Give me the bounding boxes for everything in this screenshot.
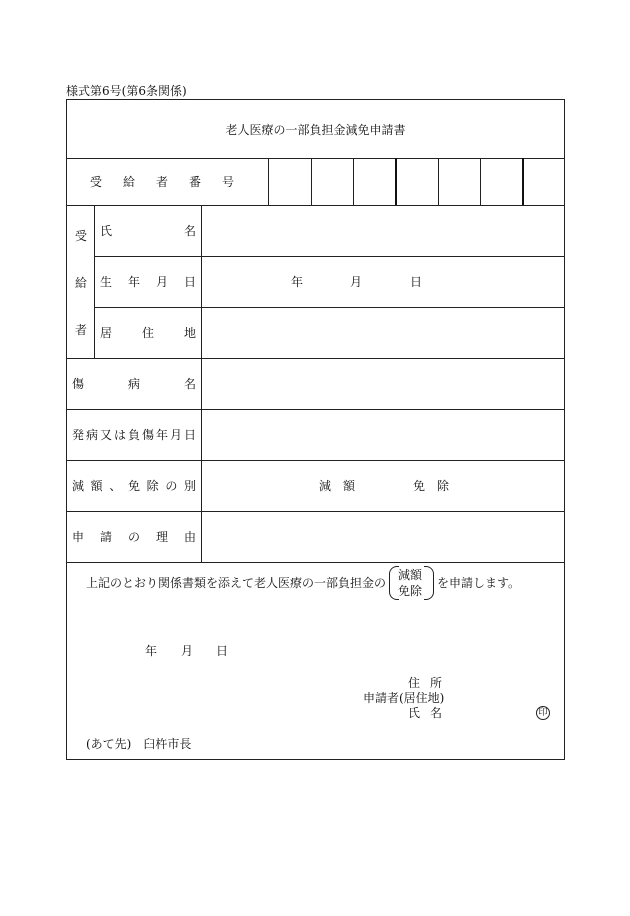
date-month: 月	[181, 644, 194, 658]
recipient-number-boxes[interactable]	[269, 159, 564, 205]
rule	[94, 205, 95, 358]
type-option-reduction[interactable]: 減額	[319, 479, 368, 493]
statement-option-exemption: 免除	[398, 584, 423, 598]
reason-label: 申請の理由	[72, 530, 196, 544]
statement-suffix: を申請します。	[437, 576, 521, 590]
birthdate-field[interactable]	[202, 257, 564, 307]
onset-date-field[interactable]	[202, 410, 564, 460]
recipient-label-char: 者	[75, 323, 88, 337]
form-number: 様式第6号(第6条関係)	[66, 84, 187, 98]
applicant-label: 申請者(居住地)	[363, 691, 445, 705]
addressee: (あて先) 臼杵市長	[86, 737, 192, 751]
option-bracket-right	[424, 566, 434, 600]
address-label: 居住地	[100, 326, 196, 340]
recipient-number-label: 受給者番号	[90, 175, 256, 189]
address-field[interactable]	[202, 308, 564, 358]
birthdate-label: 生年月日	[100, 275, 196, 289]
name-label: 氏名	[100, 224, 196, 238]
onset-date-label: 発病又は負傷年月日	[72, 428, 196, 442]
birthdate-year: 年	[291, 275, 304, 289]
date-day: 日	[216, 644, 229, 658]
statement-option-reduction: 減額	[398, 568, 423, 582]
disease-field[interactable]	[202, 359, 564, 409]
recipient-label-char: 給	[75, 276, 88, 290]
type-option-exemption[interactable]: 免除	[413, 479, 462, 493]
recipient-label-char: 受	[75, 229, 88, 243]
disease-label: 傷病名	[72, 377, 196, 391]
rule	[66, 460, 565, 461]
birthdate-day: 日	[410, 275, 423, 289]
applicant-address-label: 住所	[408, 676, 453, 690]
date-year: 年	[145, 644, 158, 658]
form-title: 老人医療の一部負担金減免申請書	[225, 123, 406, 137]
name-field[interactable]	[202, 206, 564, 256]
statement-prefix: 上記のとおり関係書類を添えて老人医療の一部負担金の	[86, 576, 387, 590]
seal-mark: 印	[536, 706, 550, 720]
applicant-name-label: 氏名	[408, 706, 453, 720]
reason-field[interactable]	[202, 512, 564, 562]
rule	[66, 562, 565, 563]
type-label: 減額、免除の別	[72, 479, 196, 493]
birthdate-month: 月	[350, 275, 363, 289]
